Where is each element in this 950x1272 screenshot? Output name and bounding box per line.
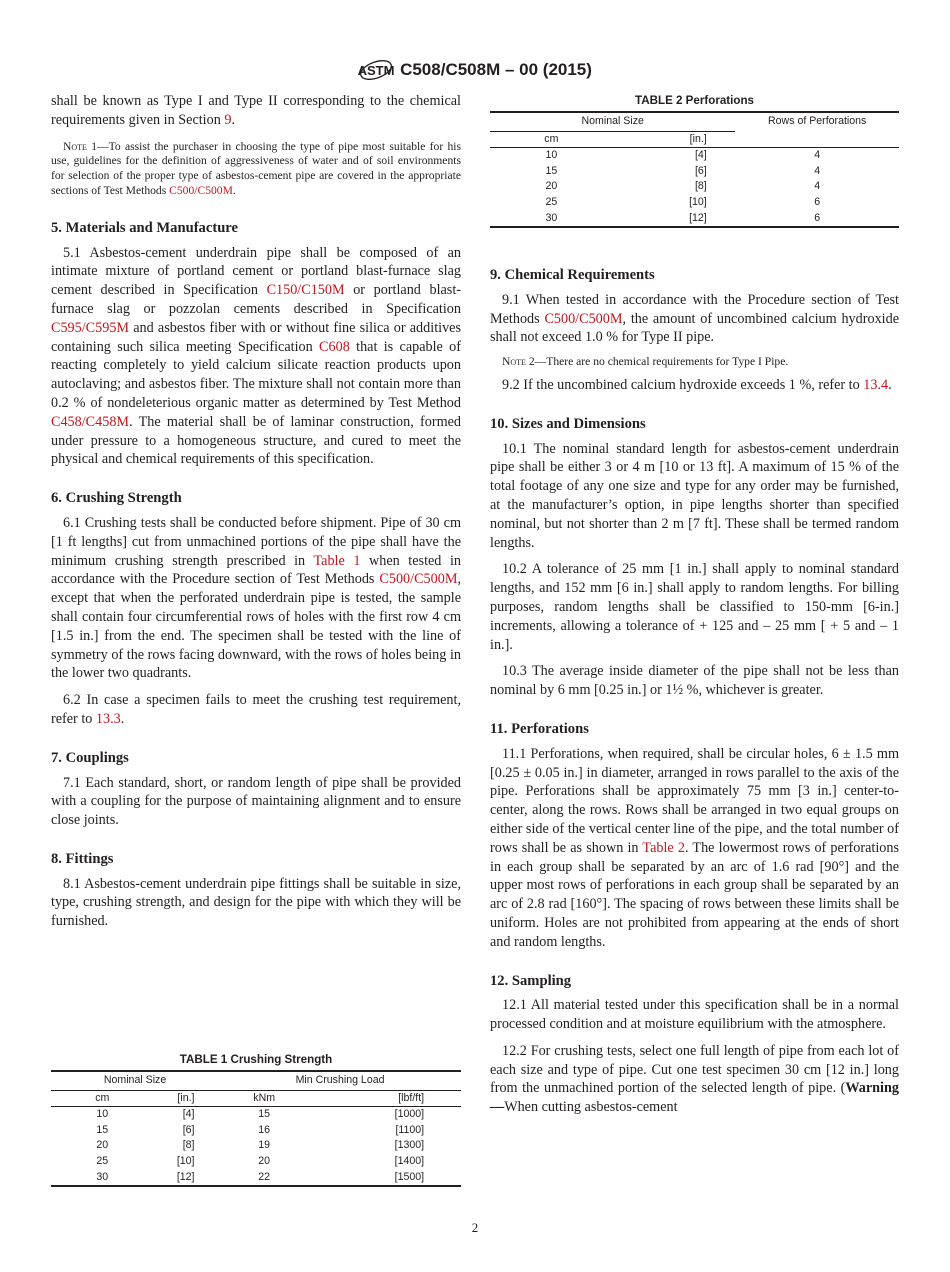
table-row: 10 [4] 4 (545, 149, 821, 162)
link-c150[interactable]: C150/C150M (266, 282, 345, 299)
note-2: Note 2—There are no chemical requirements for Type I Pipe. (502, 355, 789, 369)
warning-label: Warning— (490, 1080, 899, 1116)
paragraph-10-3: 10.3 The average inside diameter of the pipe shall not be less than nominal by 6 mm [0.25 in.] or 1½ %, whichever is greater. (490, 663, 899, 699)
column-header: [lbf/ft] (309, 1090, 461, 1107)
table-row: 25 [10] 20 [1400] (96, 1154, 425, 1167)
table-title: TABLE 1 Crushing Strength (179, 1053, 333, 1066)
table (51, 1070, 461, 1187)
table-row: 20 [8] 4 (545, 180, 821, 193)
link-c608[interactable]: C608 (319, 338, 350, 355)
table (490, 111, 899, 228)
paragraph-10-1: 10.1 The nominal standard length for asbestos-cement underdrain pipe shall be either 3 or 4 m [10 or 13 ft]. A maximum of 15 % of the total footage of any one size and type for any order may be furnished, at the manufacturer’s option, in pipe lengths shorter than specified nominal, but not shorter than 2 m [7 ft]. These shall be termed random lengths. (490, 440, 899, 551)
table-row: 30 [12] 6 (545, 211, 821, 224)
section-heading-9: 9. Chemical Requirements (490, 267, 655, 283)
section-heading-8: 8. Fittings (51, 850, 114, 867)
table-row: 30 [12] 22 [1500] (96, 1170, 425, 1183)
column-header: kNm (219, 1090, 309, 1107)
column-group-header: Min Crushing Load (219, 1071, 461, 1090)
paragraph-8-1: 8.1 Asbestos-cement underdrain pipe fittings shall be suitable in size, type, crushing strength, and design for the pipe with which they will be furnished. (51, 875, 461, 930)
paragraph-6-2: 6.2 In case a specimen fails to meet the crushing test requirement, refer to 13.3. (51, 692, 461, 727)
link-13-4[interactable]: 13.4 (863, 376, 889, 393)
paragraph-9-2: 9.2 If the uncombined calcium hydroxide exceeds 1 %, refer to 13.4. (502, 376, 892, 393)
column-group-header: Nominal Size (51, 1071, 219, 1090)
right-column (490, 266, 899, 1125)
svg-text:ASTM: ASTM (358, 63, 395, 78)
paragraph-9-1: 9.1 When tested in accordance with the Procedure section of Test Methods C500/C500M, the amount of uncombined calcium hydroxide shall not exceed 1.0 % for Type II pipe. (490, 291, 899, 346)
page-number: 2 (471, 1220, 479, 1235)
page-header (0, 57, 950, 88)
table-row: 10 [4] 15 [1000] (96, 1108, 425, 1121)
link-c458[interactable]: C458/C458M (51, 413, 130, 430)
paragraph-5-1: 5.1 Asbestos-cement underdrain pipe shall be composed of an intimate mixture of portland cement or portland blast-furnace slag cement described in Specification C150/C150M or portland blast-furnace slag or pozzolan cements described in Specification C595/C595M and asbestos fiber with or without fine silica or additives containing such silica meeting Specification C608 that is capable of reacting completely to yield calcium silicate reaction products upon autoclaving; and asbestos fiber. The mixture shall not contain more than 0.2 % of nondeleterious organic matter as determined by Test Method C458/C458M. The material shall be of laminar construction, formed under pressure to a homogeneous structure, and cured to meet the physical and chemical requirements of this specification. (51, 244, 461, 468)
table-row: 15 [6] 16 [1100] (96, 1123, 425, 1136)
paragraph-11-1: 11.1 Perforations, when required, shall be circular holes, 6 ± 1.5 mm [0.25 ± 0.05 in.] in diameter, arranged in rows parallel to the axis of the pipe. Perforations shall be approximately 75 mm [3 in.] center-to-center, along the rows. Rows shall be arranged in two equal groups on either side of the vertical center line of the pipe, and the total number of rows shall be as shown in Table 2. The lowermost rows of perforations in each group shall be separated by an arc of 1.6 rad [90°] and the upper most rows of perforations in each group shall be separated by an arc of 2.8 rad [160°]. The spacing of rows between these limits shall be uniform. Holes are not prohibited from appearing at the ends of short and random lengths. (490, 745, 899, 950)
table-row: 15 [6] 4 (545, 164, 821, 177)
section-heading-10: 10. Sizes and Dimensions (490, 415, 646, 432)
intro-paragraph: shall be known as Type I and Type II corresponding to the chemical requirements given in Section 9. (51, 93, 461, 128)
paragraph-12-1: 12.1 All material tested under this specification shall be in a normal processed condition and at moisture equilibrium with the atmosphere. (490, 997, 899, 1033)
paragraph-12-2: 12.2 For crushing tests, select one full length of pipe from each lot of each size and type of pipe. Cut one test specimen 30 cm [12 in.] long from the unmachined portion of the selected length of pipe. (Warning—When cutting asbestos-cement (490, 1042, 899, 1116)
column-group-header: Nominal Size (490, 112, 735, 131)
astm-logo-icon (358, 57, 394, 83)
column-header: [in.] (154, 1090, 220, 1107)
left-column (51, 92, 461, 939)
table-2-perforations (490, 94, 899, 228)
paragraph-7-1: 7.1 Each standard, short, or random length of pipe shall be provided with a coupling for the purpose of maintaining alignment and to ensure close joints. (51, 774, 461, 829)
column-header: Rows of Perforations (735, 112, 899, 148)
link-13-3[interactable]: 13.3 (95, 710, 121, 727)
section-heading-11: 11. Perforations (490, 720, 589, 737)
column-header: cm (490, 131, 613, 148)
section-heading-6: 6. Crushing Strength (51, 490, 182, 507)
table-row: 20 [8] 19 [1300] (96, 1139, 425, 1152)
link-table-1[interactable]: Table 1 (313, 552, 361, 569)
table-1-crushing-strength (51, 1053, 461, 1187)
table-row: 25 [10] 6 (545, 195, 821, 208)
section-heading-5: 5. Materials and Manufacture (51, 219, 238, 236)
section-heading-7: 7. Couplings (51, 749, 129, 766)
link-c500[interactable]: C500/C500M (544, 310, 623, 327)
table-title: TABLE 2 Perforations (635, 94, 754, 107)
section-heading-12: 12. Sampling (490, 972, 572, 989)
paragraph-10-2: 10.2 A tolerance of 25 mm [1 in.] shall apply to nominal standard lengths, and 152 mm [6 in.] shall apply to random lengths. For billing purposes, random lengths shall be classified to 150-mm [6-in.] increments, allowing a tolerance of + 125 and – 25 mm [ + 5 and – 1 in.]. (490, 561, 899, 653)
column-header: [in.] (613, 131, 736, 148)
link-section-9[interactable]: 9 (224, 111, 232, 128)
link-table-2[interactable]: Table 2 (642, 839, 685, 856)
paragraph-6-1: 6.1 Crushing tests shall be conducted before shipment. Pipe of 30 cm [1 ft lengths] cut from unmachined portions of the pipe shall have the minimum crushing strength prescribed in Table 1 when tested in accordance with the Procedure section of Test Methods C500/C500M, except that when the perforated underdrain pipe is tested, the sample shall contain four circumferential rows of holes with the first row 4 cm [1.5 in.] from the end. The specimen shall be tested with the line of symmetry of the rows facing downward, with the rows of holes being in the lower two quadrants. (51, 514, 462, 682)
document-designation: C508/C508M – 00 (2015) (400, 60, 592, 79)
link-c500[interactable]: C500/C500M (379, 571, 458, 588)
note-1: Note 1—To assist the purchaser in choosing the type of pipe most suitable for his use, guidelines for the definition of aggressiveness of water and of soil environments for selection of the proper type of asbestos-cement pipe are covered in the appropriate sections of Test Methods C500/C500M. (51, 139, 461, 197)
link-c595[interactable]: C595/C595M (51, 319, 130, 336)
link-c500[interactable]: C500/C500M (169, 183, 233, 197)
column-header: cm (51, 1090, 154, 1107)
